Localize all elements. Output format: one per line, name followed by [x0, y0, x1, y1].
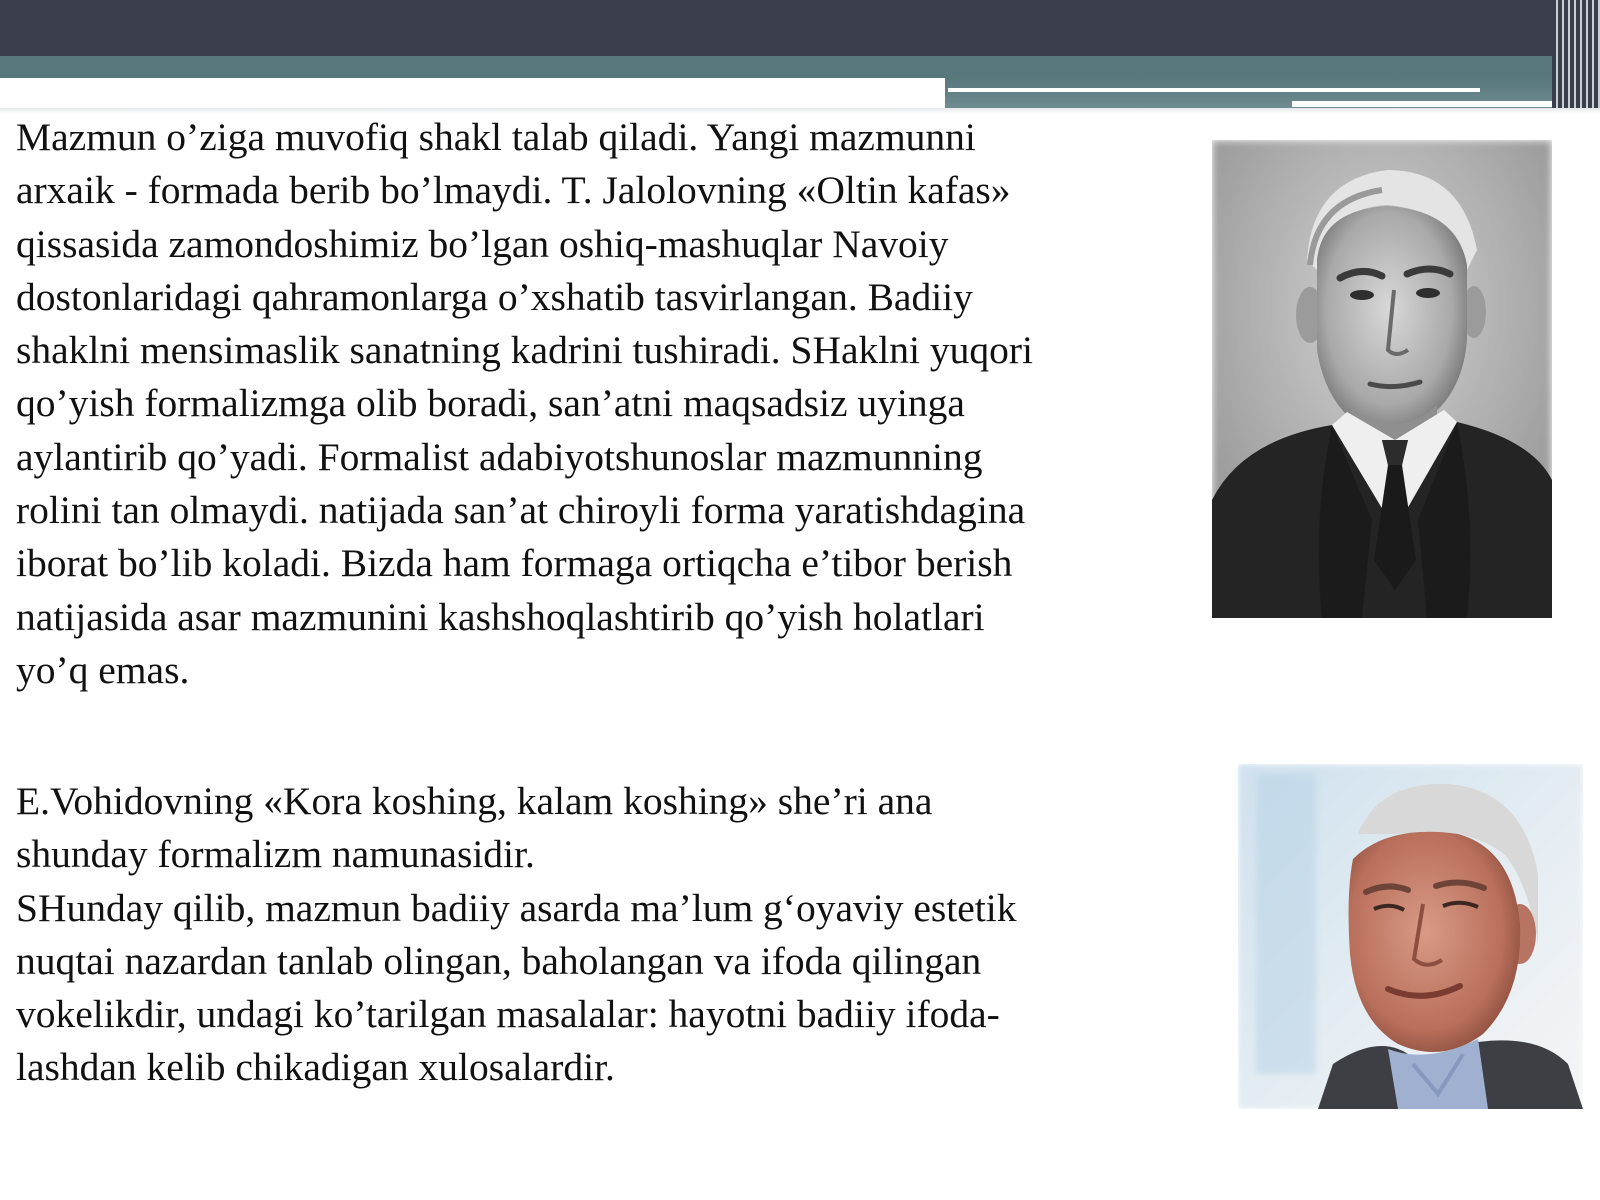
header-band-dark [0, 0, 1600, 56]
paragraph-2-line: E.Vohidovning «Kora koshing, kalam koshing» she’ri ana [16, 779, 933, 823]
paragraph-1-line: aylantirib qo’yadi. Formalist adabiyotshunoslar mazmunning [16, 434, 983, 479]
paragraph-1-line: arxaik - formada berib bo’lmaydi. T. Jalolovning «Oltin kafas» [16, 168, 1011, 213]
paragraph-2-line: vokelikdir, undagi ko’tarilgan masalalar: hayotni badiiy ifoda- [16, 992, 1000, 1037]
header-accent-line [948, 88, 1480, 92]
paragraph-1-line: shaklni mensimaslik sanatning kadrini tushiradi. SHaklni yuqori [16, 328, 1034, 373]
paragraph-2 [16, 775, 1016, 1095]
paragraph-1-line: rolini tan olmaydi. natijada san’at chiroyli forma yaratishdagina [16, 488, 1026, 533]
paragraph-2-line: nuqtai nazardan tanlab olingan, baholangan va ifoda qilingan [16, 938, 982, 983]
header-white-tab [0, 78, 945, 108]
header-band-teal [0, 56, 1600, 78]
paragraph-2-line: shunday formalizm namunasidir. [16, 832, 535, 877]
paragraph-1-line: dostonlaridagi qahramonlarga o’xshatib tasvirlangan. Badiiy [16, 274, 973, 319]
paragraph-2-line: lashdan kelib chikadigan xulosalardir. [16, 1045, 615, 1090]
header-stripes-decoration [1552, 0, 1600, 110]
paragraph-1-line: natijasida asar mazmunini kashshoqlashtirib qo’yish holatlari [16, 594, 985, 639]
paragraph-2-line: SHunday qilib, mazmun badiiy asarda ma’lum g‘oyaviy estetik [16, 885, 1017, 930]
header-accent-line-short [1292, 101, 1572, 107]
paragraph-1-line: Mazmun o’ziga muvofiq shakl talab qiladi. Yangi mazmunni [16, 115, 976, 159]
portrait-photo-color [1238, 764, 1583, 1109]
portrait-photo-bw [1212, 140, 1552, 618]
paragraph-1 [16, 111, 1033, 697]
paragraph-1-line: qissasida zamondoshimiz bo’lgan oshiq-mashuqlar Navoiy [16, 221, 949, 266]
paragraph-1-line: iborat bo’lib koladi. Bizda ham formaga ortiqcha e’tibor berish [16, 541, 1013, 586]
paragraph-1-line: yo’q emas. [16, 647, 190, 692]
paragraph-1-line: qo’yish formalizmga olib boradi, san’atni maqsadsiz uyinga [16, 381, 965, 426]
